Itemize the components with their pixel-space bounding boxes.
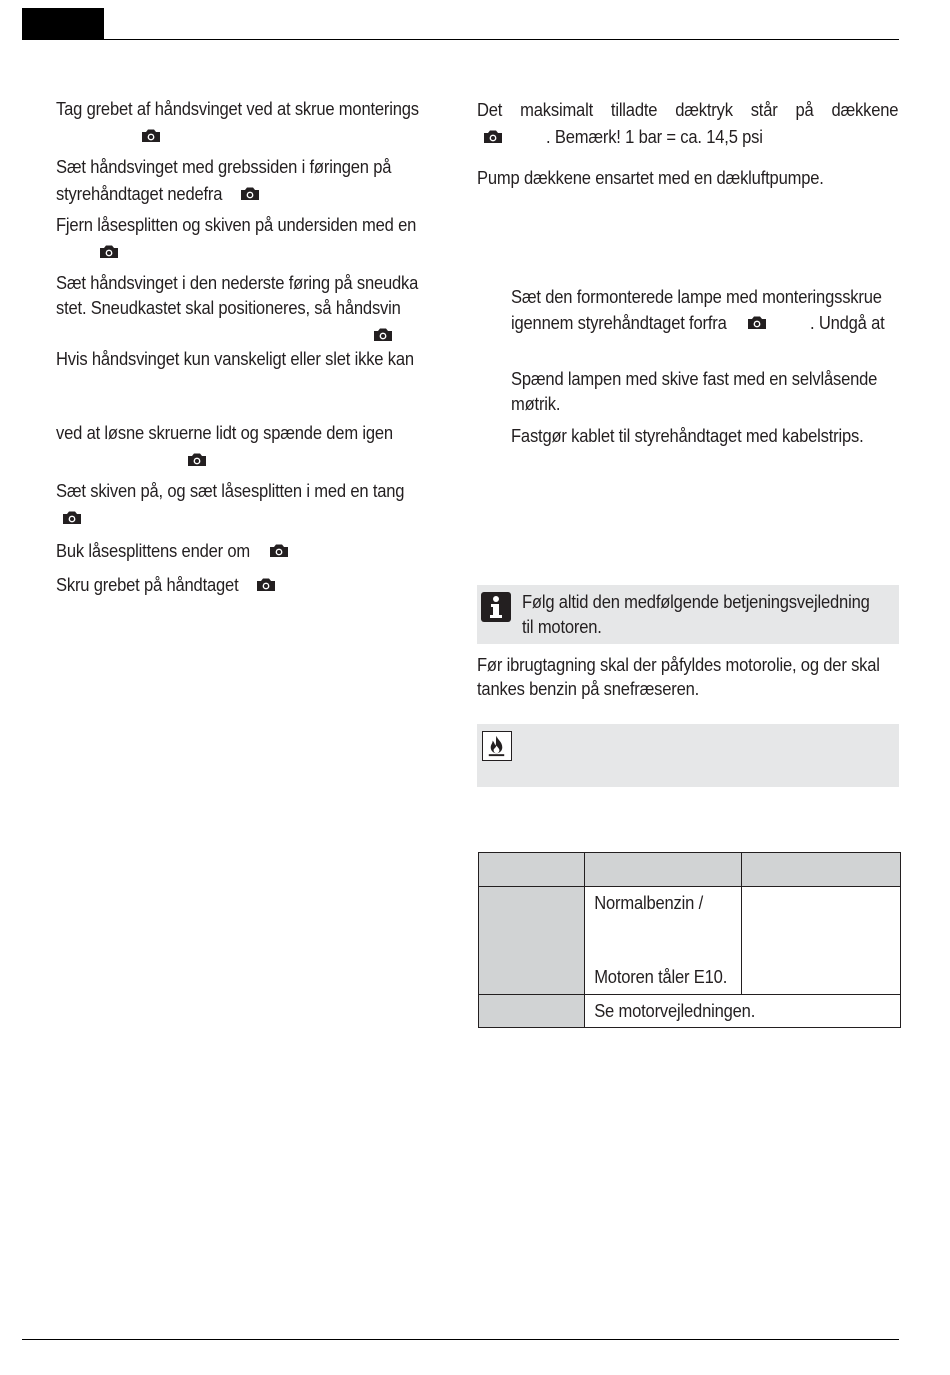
text-line: Fjern låsesplitten og skiven på undersiden med en (56, 215, 417, 235)
camera-icon (187, 453, 207, 467)
text-line: Sæt den formonterede lampe med monteringsskrue (511, 287, 882, 307)
camera-icon (256, 578, 276, 592)
fire-warning-note (477, 724, 899, 787)
fuel-table (478, 852, 901, 1028)
text-line: Spænd lampen med skive fast med en selvlåsende (511, 369, 878, 389)
table-cell (742, 887, 901, 995)
table-header-cell (742, 853, 901, 887)
page-header-block (22, 8, 104, 40)
text-line: tankes benzin på snefræseren. (477, 679, 700, 699)
tyre-word: dækkene (831, 100, 899, 120)
table-cell (479, 995, 585, 1028)
info-note (477, 585, 899, 644)
tyre-word: tilladte (610, 100, 658, 120)
camera-icon (373, 328, 393, 342)
tyre-pressure-line (477, 98, 898, 123)
tyre-word: dæktryk (675, 100, 733, 120)
camera-icon (269, 544, 289, 558)
text-line: . Bemærk! 1 bar = ca. 14,5 psi (546, 127, 763, 147)
table-row (479, 995, 901, 1028)
camera-icon (747, 316, 767, 330)
cell-text: Motoren tåler E10. (594, 967, 728, 987)
header-rule (22, 39, 899, 40)
text-line: Sæt håndsvinget med grebssiden i føringen på (56, 157, 392, 177)
text-line: Før ibrugtagning skal der påfyldes motorolie, og der skal (477, 655, 880, 675)
text-line: Skru grebet på håndtaget (56, 575, 239, 595)
text-line: Hvis håndsvinget kun vanskeligt eller slet ikke kan (56, 349, 414, 369)
text-line: ved at løsne skruerne lidt og spænde dem igen (56, 423, 393, 443)
table-row (479, 887, 901, 995)
table-header-cell (479, 853, 585, 887)
camera-icon (99, 245, 119, 259)
table-cell (479, 887, 585, 995)
text-line: Buk låsesplittens ender om (56, 541, 251, 561)
text-line: Tag grebet af håndsvinget ved at skrue monterings (56, 99, 419, 119)
text-line: . Undgå at (810, 313, 885, 333)
cell-text: Normalbenzin / (594, 893, 704, 913)
tyre-word: står (750, 100, 778, 120)
note-text: til motoren. (522, 617, 602, 637)
tyre-word: på (795, 100, 814, 120)
text-line: Pump dækkene ensartet med en dækluftpumpe. (477, 168, 824, 188)
text-line: Sæt håndsvinget i den nederste føring på sneudka (56, 273, 419, 293)
camera-icon (141, 129, 161, 143)
text-line: stet. Sneudkastet skal positioneres, så håndsvin (56, 298, 401, 318)
footer-rule (22, 1339, 899, 1340)
info-icon (481, 592, 511, 622)
note-text: Følg altid den medfølgende betjeningsvejledning (522, 592, 870, 612)
camera-icon (483, 130, 503, 144)
text-line: Sæt skiven på, og sæt låsesplitten i med en tang (56, 481, 405, 501)
tyre-word: maksimalt (520, 100, 594, 120)
table-cell (585, 887, 742, 995)
fire-icon (482, 731, 512, 761)
table-row (479, 853, 901, 887)
text-line: møtrik. (511, 394, 561, 414)
camera-icon (240, 187, 260, 201)
table-header-cell (585, 853, 742, 887)
table-cell (585, 995, 901, 1028)
text-line: igennem styrehåndtaget forfra (511, 313, 727, 333)
camera-icon (62, 511, 82, 525)
cell-text: Se motorvejledningen. (594, 1001, 756, 1021)
text-line: Fastgør kablet til styrehåndtaget med kabelstrips. (511, 426, 864, 446)
text-line: styrehåndtaget nedefra (56, 184, 223, 204)
tyre-word: Det (477, 100, 503, 120)
